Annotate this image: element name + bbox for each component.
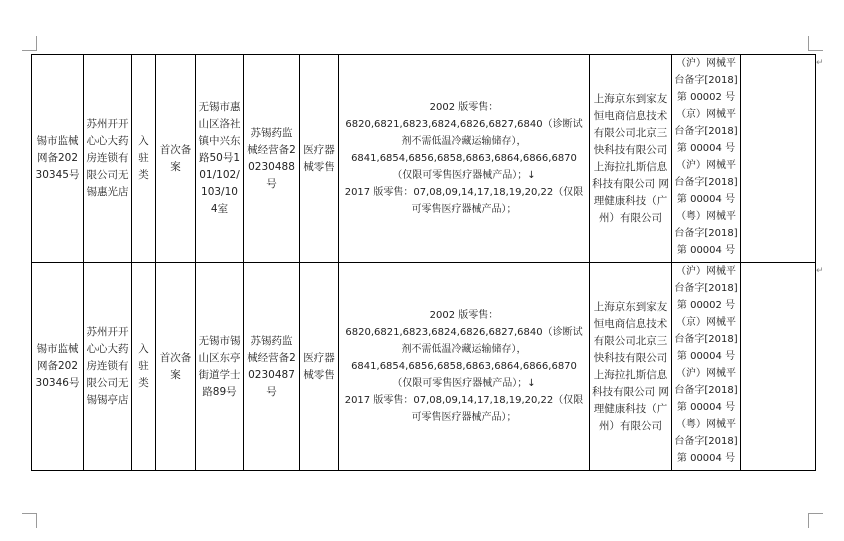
platform-license-cell: [672, 263, 741, 471]
address-cell: 无锡市锡山区东亭街道学士路89号: [196, 263, 244, 471]
platform-license-cell: [672, 55, 741, 263]
row-end-mark-icon: ↵: [816, 266, 824, 276]
filing-type-cell: 首次备案: [156, 263, 196, 471]
scope-line: 2017 版零售：07,08,09,14,17,18,19,20,22（仅限可零售医疗器械产品）；: [344, 187, 584, 215]
scope-line: 2017 版零售：07,08,09,14,17,18,19,20,22（仅限可零售医疗器械产品）；: [344, 395, 584, 423]
table-row: [32, 55, 816, 263]
platform-license-line: （粤）网械平台备字[2018]第 00004 号: [674, 419, 738, 464]
crop-mark-top-right: [808, 36, 823, 51]
scope-line: 6841,6854,6856,6858,6863,6864,6866,6870（仅限可零售医疗器械产品）；↓: [351, 153, 577, 181]
license-cell: 苏锡药监械经营备20230488号: [244, 55, 300, 263]
platform-type-cell: 入驻类: [132, 263, 156, 471]
address-cell: 无锡市惠山区洛社镇中兴东路50号101/102/103/104室: [196, 55, 244, 263]
table-row: [32, 263, 816, 471]
platform-type-cell: 入驻类: [132, 55, 156, 263]
scope-cell: [339, 55, 590, 263]
reg-no-cell: 锡市监械网备20230345号: [32, 55, 84, 263]
platform-license-line: （京）网械平台备字[2018]第 00004 号: [674, 109, 738, 154]
platform-license-line: （京）网械平台备字[2018]第 00004 号: [674, 317, 738, 362]
scope-cell: [339, 263, 590, 471]
category-cell: 医疗器械零售: [300, 263, 339, 471]
crop-mark-top-left: [22, 36, 37, 51]
remark-cell: [741, 263, 816, 471]
scope-line: 6841,6854,6856,6858,6863,6864,6866,6870（仅限可零售医疗器械产品）；↓: [351, 361, 577, 389]
remark-cell: [741, 55, 816, 263]
registration-table: [31, 54, 816, 471]
reg-no-cell: 锡市监械网备20230346号: [32, 263, 84, 471]
platform-license-line: （粤）网械平台备字[2018]第 00004 号: [674, 211, 738, 256]
company-cell: 苏州开开心心大药房连锁有限公司无锡惠光店: [84, 55, 132, 263]
company-cell: 苏州开开心心大药房连锁有限公司无锡锡亭店: [84, 263, 132, 471]
platform-license-line: （沪）网械平台备字[2018]第 00004 号: [674, 160, 738, 205]
scope-line: 6820,6821,6823,6824,6826,6827,6840（诊断试剂不需低温冷藏运输储存），: [345, 119, 583, 147]
platform-cell: 上海京东到家友恒电商信息技术有限公司北京三快科技有限公司上海拉扎斯信息科技有限公司 网理健康科技（广州）有限公司: [590, 55, 672, 263]
platform-license-line: （沪）网械平台备字[2018]第 00004 号: [674, 368, 738, 413]
license-cell: 苏锡药监械经营备20230487号: [244, 263, 300, 471]
platform-license-line: （沪）网械平台备字[2018]第 00002 号: [674, 266, 738, 311]
scope-line: 2002 版零售：: [429, 102, 499, 113]
crop-mark-bottom-right: [808, 513, 823, 528]
row-end-mark-icon: ↵: [816, 58, 824, 68]
platform-cell: 上海京东到家友恒电商信息技术有限公司北京三快科技有限公司上海拉扎斯信息科技有限公司 网理健康科技（广州）有限公司: [590, 263, 672, 471]
scope-line: 2002 版零售：: [429, 310, 499, 321]
crop-mark-bottom-left: [22, 513, 37, 528]
category-cell: 医疗器械零售: [300, 55, 339, 263]
scope-line: 6820,6821,6823,6824,6826,6827,6840（诊断试剂不需低温冷藏运输储存），: [345, 327, 583, 355]
filing-type-cell: 首次备案: [156, 55, 196, 263]
platform-license-line: （沪）网械平台备字[2018]第 00002 号: [674, 58, 738, 103]
